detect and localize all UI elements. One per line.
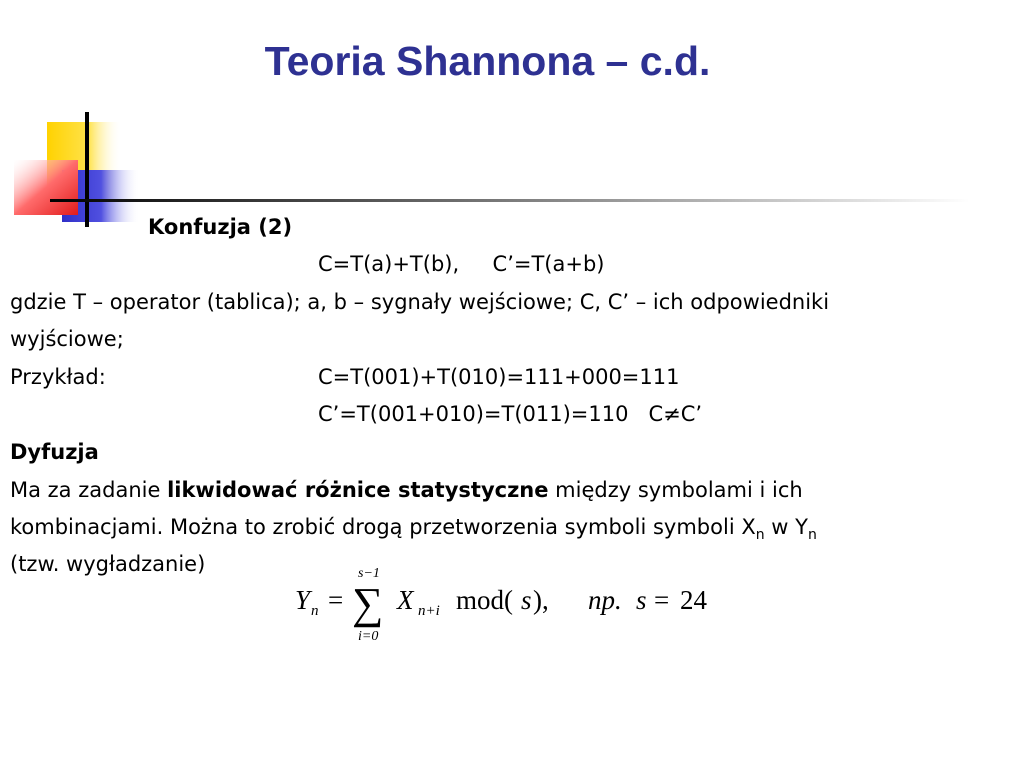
formula-lhs-sub: n: [311, 603, 319, 619]
diffusion-paragraph-line-1: [10, 477, 803, 503]
example-line-2: C’=T(001+010)=T(011)=110 C≠C’: [318, 402, 703, 426]
dyfuzja-heading: Dyfuzja: [10, 440, 99, 464]
corner-decoration: [0, 0, 1024, 240]
formula-sum-symbol: ∑: [352, 579, 384, 628]
example-label: Przykład:: [10, 365, 106, 389]
formula-sum-upper: s−1: [358, 566, 380, 581]
diffusion-paragraph-line-3: (tzw. wygładzanie): [10, 552, 206, 576]
formula-sum-lower: i=0: [358, 629, 379, 644]
formula-np-value: 24: [680, 585, 707, 615]
para2-sub-x: n: [755, 527, 765, 543]
formula-mod-var: s: [521, 585, 532, 615]
diffusion-formula: [280, 560, 740, 650]
deco-vertical-line: [85, 112, 89, 227]
diffusion-paragraph-line-2: [10, 514, 817, 543]
deco-horizontal-rule: [50, 199, 970, 202]
para-prefix: Ma za zadanie: [10, 478, 168, 502]
example-line-1: C=T(001)+T(010)=111+000=111: [318, 365, 680, 389]
formula-mod-close: ),: [533, 585, 549, 615]
deco-red-square: [14, 160, 78, 215]
para2-mid: w Y: [764, 515, 808, 539]
definition-line-2: wyjściowe;: [10, 327, 124, 351]
slide-title: Teoria Shannona – c.d.: [264, 38, 711, 84]
definition-line-1: gdzie T – operator (tablica); a, b – sygnały wejściowe; C, C’ – ich odpowiedniki: [10, 290, 830, 314]
confusion-formula: C=T(a)+T(b), C’=T(a+b): [318, 252, 605, 276]
konfuzja-heading: Konfuzja (2): [148, 215, 293, 239]
formula-term-sub: n+i: [418, 603, 440, 619]
para2-prefix: kombinacjami. Można to zrobić drogą przetworzenia symboli symboli X: [10, 515, 756, 539]
formula-np-var: s: [636, 585, 647, 615]
formula-np: np.: [588, 585, 622, 615]
formula-term: X: [397, 585, 414, 615]
para2-sub-y: n: [807, 527, 817, 543]
formula-np-eq: =: [654, 585, 670, 615]
para-bold-phrase: likwidować różnice statystyczne: [167, 478, 549, 502]
formula-lhs: Y: [295, 585, 311, 615]
formula-equals: =: [328, 585, 344, 615]
para-suffix: między symbolami i ich: [548, 478, 803, 502]
formula-mod: mod(: [456, 585, 513, 615]
